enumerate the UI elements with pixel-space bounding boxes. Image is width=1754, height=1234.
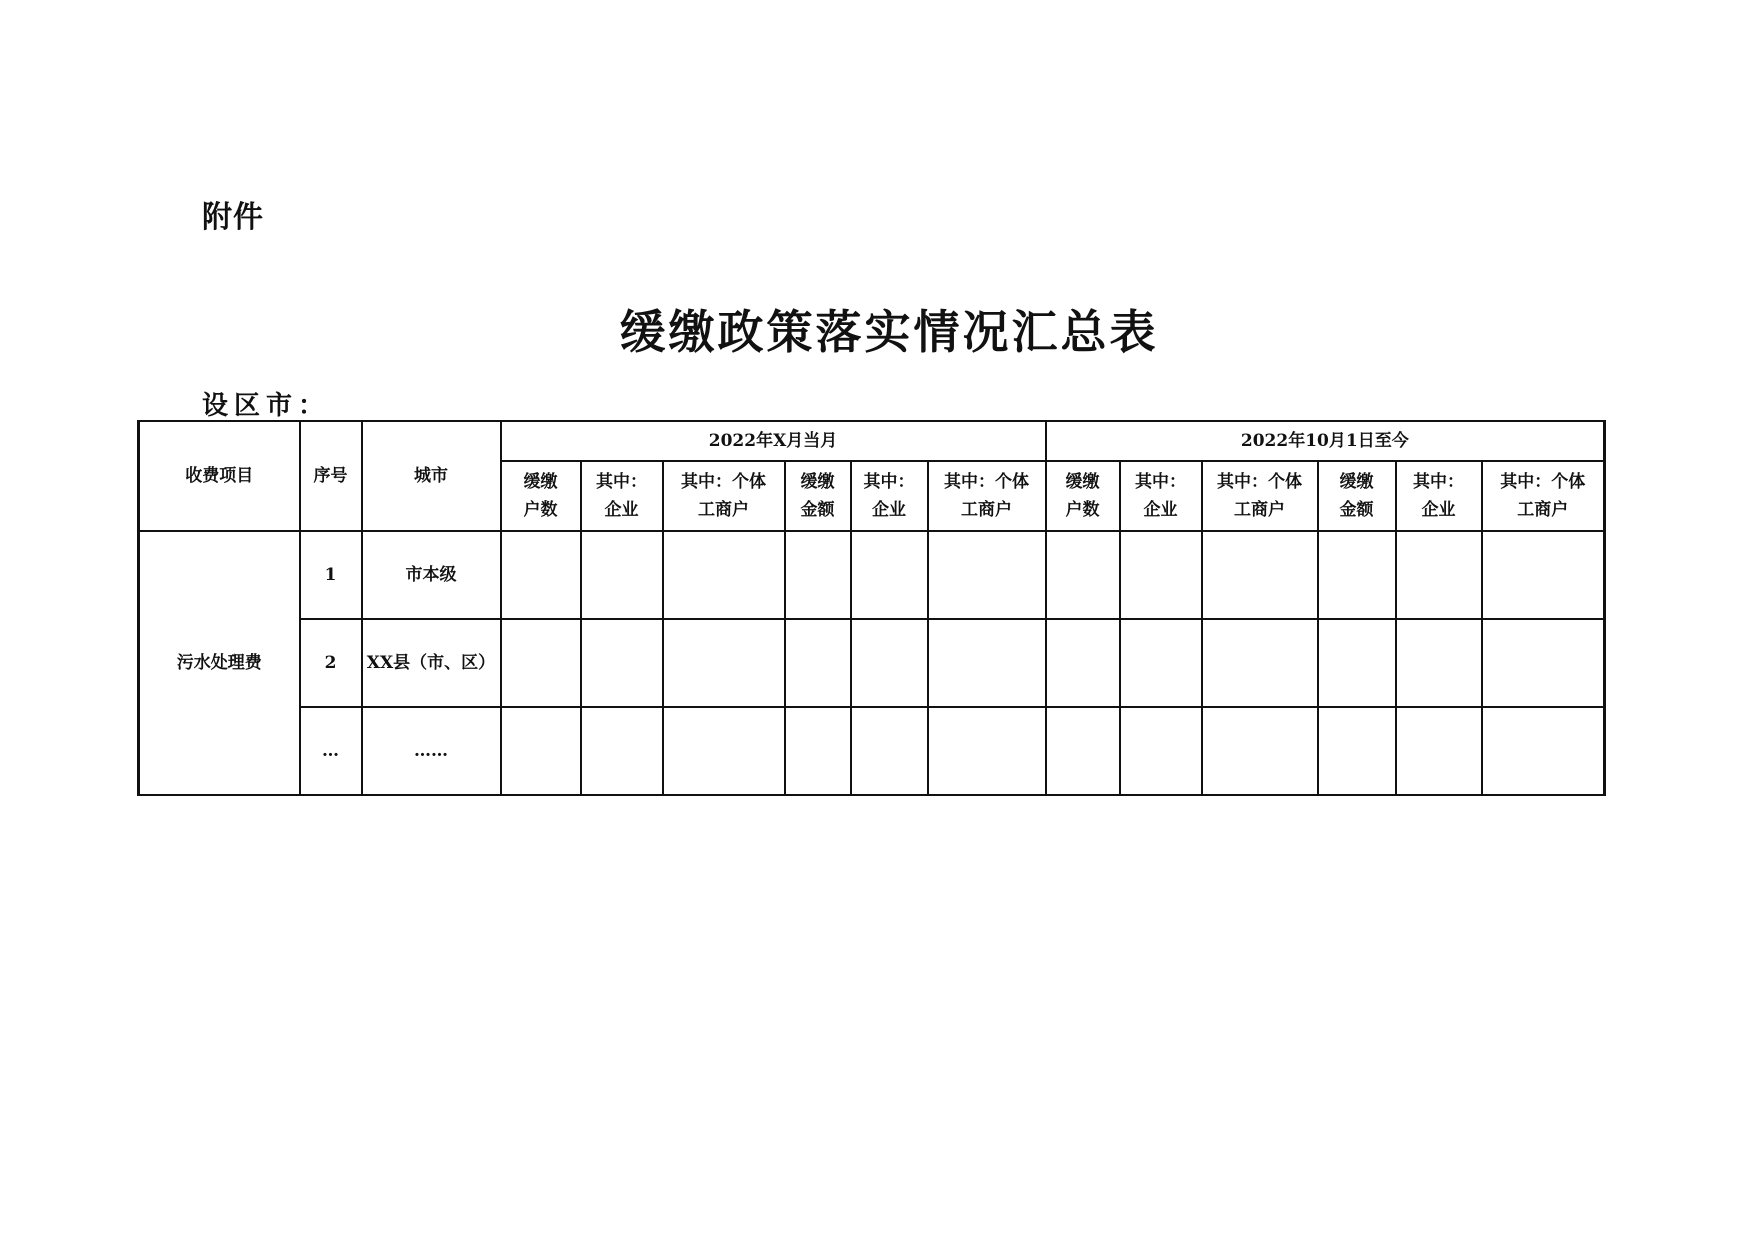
header-households-enterprise — [581, 461, 663, 531]
summary-table — [137, 420, 1606, 796]
header-text-line: 工商户 — [1234, 500, 1286, 520]
city-cell: …… — [362, 707, 501, 795]
empty-cell — [1318, 707, 1396, 795]
empty-cell — [928, 707, 1046, 795]
empty-cell — [501, 531, 581, 619]
empty-cell — [1396, 619, 1482, 707]
header-deferred-amount — [785, 461, 851, 531]
header-text-line: 金额 — [800, 500, 835, 520]
header-group-current-month: 2022年X月当月 — [501, 421, 1046, 461]
empty-cell — [1120, 619, 1202, 707]
header-amount-enterprise — [1396, 461, 1482, 531]
header-text-line: 其中： — [1135, 472, 1187, 492]
header-text-line: 其中：个体 — [1500, 472, 1586, 492]
city-cell: 市本级 — [362, 531, 501, 619]
empty-cell — [1046, 619, 1120, 707]
header-text-line: 工商户 — [961, 500, 1013, 520]
page-title: 缓缴政策落实情况汇总表 — [619, 305, 1159, 359]
header-text-line: 户数 — [1065, 500, 1100, 520]
header-seq: 序号 — [300, 421, 362, 531]
empty-cell — [1202, 707, 1318, 795]
header-text-line: 金额 — [1339, 500, 1374, 520]
empty-cell — [785, 531, 851, 619]
header-text-line: 其中：个体 — [944, 472, 1030, 492]
empty-cell — [581, 707, 663, 795]
empty-cell — [1482, 531, 1605, 619]
header-text-line: 其中：个体 — [681, 472, 766, 492]
header-text-line: 缓缴 — [1065, 472, 1100, 492]
table-row — [139, 619, 1605, 707]
seq-cell: 1 — [300, 531, 362, 619]
empty-cell — [1120, 707, 1202, 795]
empty-cell — [581, 619, 663, 707]
header-deferred-households — [1046, 461, 1120, 531]
empty-cell — [1396, 531, 1482, 619]
empty-cell — [1482, 707, 1605, 795]
header-group-row — [139, 421, 1605, 461]
header-city: 城市 — [362, 421, 501, 531]
header-text-line: 工商户 — [698, 500, 749, 520]
empty-cell — [1318, 619, 1396, 707]
empty-cell — [1318, 531, 1396, 619]
header-households-individual — [1202, 461, 1318, 531]
header-text-line: 企业 — [1421, 500, 1456, 520]
header-text-line: 缓缴 — [1339, 472, 1374, 492]
header-deferred-households — [501, 461, 581, 531]
fee-item-cell: 污水处理费 — [139, 531, 300, 795]
empty-cell — [501, 707, 581, 795]
header-households-individual — [663, 461, 785, 531]
header-text-line: 缓缴 — [523, 472, 558, 492]
header-text-line: 缓缴 — [800, 472, 835, 492]
empty-cell — [663, 531, 785, 619]
header-text-line: 户数 — [523, 500, 558, 520]
header-text-line: 其中： — [863, 472, 915, 492]
empty-cell — [1202, 619, 1318, 707]
header-text-line: 工商户 — [1517, 500, 1569, 520]
empty-cell — [1046, 707, 1120, 795]
header-text-line: 企业 — [1143, 500, 1178, 520]
header-text-line: 其中： — [1413, 472, 1465, 492]
empty-cell — [1482, 619, 1605, 707]
header-amount-individual — [1482, 461, 1605, 531]
header-households-enterprise — [1120, 461, 1202, 531]
empty-cell — [581, 531, 663, 619]
seq-cell: 2 — [300, 619, 362, 707]
empty-cell — [928, 619, 1046, 707]
empty-cell — [851, 619, 928, 707]
header-amount-enterprise — [851, 461, 928, 531]
header-amount-individual — [928, 461, 1046, 531]
header-text-line: 企业 — [872, 500, 906, 520]
empty-cell — [1202, 531, 1318, 619]
empty-cell — [851, 531, 928, 619]
empty-cell — [1046, 531, 1120, 619]
city-label: 设区市： — [202, 391, 331, 421]
header-deferred-amount — [1318, 461, 1396, 531]
empty-cell — [501, 619, 581, 707]
empty-cell — [785, 619, 851, 707]
empty-cell — [785, 707, 851, 795]
table-row — [139, 707, 1605, 795]
empty-cell — [1120, 531, 1202, 619]
attachment-label: 附件 — [202, 200, 264, 235]
header-text-line: 其中：个体 — [1217, 472, 1303, 492]
header-text-line: 企业 — [604, 500, 639, 520]
table-row — [139, 531, 1605, 619]
empty-cell — [928, 531, 1046, 619]
header-group-since-oct: 2022年10月1日至今 — [1046, 421, 1605, 461]
empty-cell — [851, 707, 928, 795]
header-fee-item: 收费项目 — [139, 421, 300, 531]
empty-cell — [663, 707, 785, 795]
empty-cell — [1396, 707, 1482, 795]
empty-cell — [663, 619, 785, 707]
header-text-line: 其中： — [596, 472, 647, 492]
city-cell: XX县（市、区） — [362, 619, 501, 707]
seq-cell: … — [300, 707, 362, 795]
